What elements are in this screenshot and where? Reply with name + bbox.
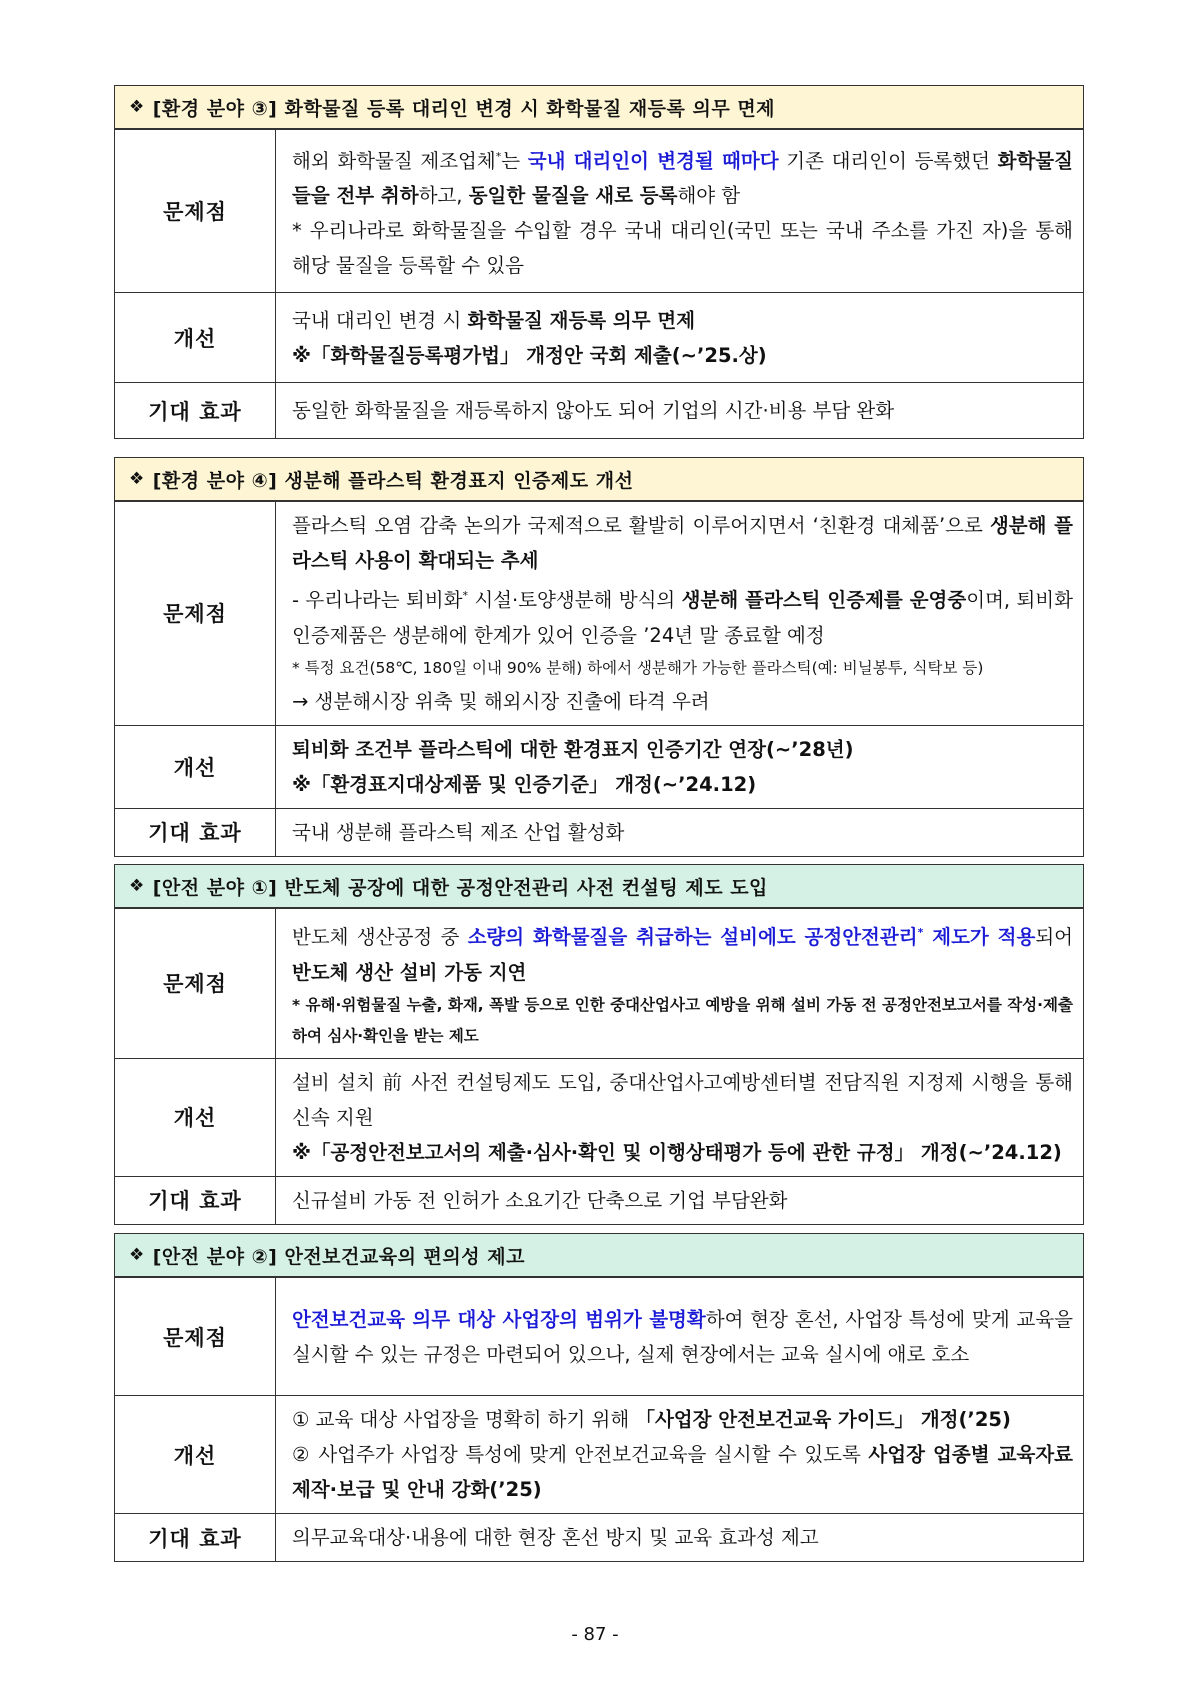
- effect-label: 기대 효과: [115, 1176, 276, 1224]
- problem-content: 해외 화학물질 제조업체*는 국내 대리인이 변경될 때마다 기존 대리인이 등록했던 화학물질들을 전부 취하하고, 동일한 물질을 새로 등록해야 함 * 우리나라로 화학물질을 수입할 경우 국내 대리인(국민 또는 국내 주소를 가진 자)을 통해 해당 물질을 등록할 수 있음: [276, 130, 1084, 293]
- section-title: [안전 분야 ②] 안전보건교육의 편의성 제고: [152, 1245, 525, 1268]
- effect-label: 기대 효과: [115, 1514, 276, 1562]
- section-table: [114, 129, 1084, 439]
- problem-label: 문제점: [115, 130, 276, 293]
- diamond-bullet-icon: ❖: [129, 1245, 145, 1265]
- effect-content: 의무교육대상·내용에 대한 현장 혼선 방지 및 교육 효과성 제고: [276, 1514, 1084, 1562]
- section-safety-2: [114, 1233, 1084, 1562]
- section-title: [안전 분야 ①] 반도체 공장에 대한 공정안전관리 사전 컨설팅 제도 도입: [152, 876, 768, 899]
- diamond-bullet-icon: ❖: [129, 876, 145, 896]
- improvement-content: 설비 설치 前 사전 컨설팅제도 도입, 중대산업사고예방센터별 전담직원 지정제 시행을 통해 신속 지원 ※「공정안전보고서의 제출·심사·확인 및 이행상태평가 등에 관한 규정」 개정(~’24.12): [276, 1058, 1084, 1176]
- problem-row: [115, 502, 1084, 726]
- diamond-bullet-icon: ❖: [129, 97, 145, 117]
- improvement-content: 퇴비화 조건부 플라스틱에 대한 환경표지 인증기간 연장(~’28년) ※「환경표지대상제품 및 인증기준」 개정(~’24.12): [276, 725, 1084, 808]
- problem-label: 문제점: [115, 502, 276, 726]
- problem-row: [115, 909, 1084, 1059]
- improvement-row: [115, 1396, 1084, 1514]
- effect-content: 동일한 화학물질을 재등록하지 않아도 되어 기업의 시간·비용 부담 완화: [276, 383, 1084, 439]
- problem-label: 문제점: [115, 909, 276, 1059]
- effect-label: 기대 효과: [115, 808, 276, 856]
- section-title: [환경 분야 ④] 생분해 플라스틱 환경표지 인증제도 개선: [152, 469, 634, 492]
- section-header: [114, 85, 1084, 129]
- footnote: * 우리나라로 화학물질을 수입할 경우 국내 대리인(국민 또는 국내 주소를 가진 자)을 통해 해당 물질을 등록할 수 있음: [292, 219, 1073, 278]
- section-table: [114, 1277, 1084, 1562]
- diamond-bullet-icon: ❖: [129, 469, 145, 489]
- problem-row: [115, 130, 1084, 293]
- improvement-label: 개선: [115, 293, 276, 383]
- footnote: * 특정 요건(58℃, 180일 이내 90% 분해) 하에서 생분해가 가능한 플라스틱(예: 비닐봉투, 식탁보 등): [292, 658, 984, 677]
- section-title: [환경 분야 ③] 화학물질 등록 대리인 변경 시 화학물질 재등록 의무 면제: [152, 97, 776, 120]
- improvement-content: 국내 대리인 변경 시 화학물질 재등록 의무 면제 ※「화학물질등록평가법」 개정안 국회 제출(~’25.상): [276, 293, 1084, 383]
- section-header: [114, 864, 1084, 908]
- effect-label: 기대 효과: [115, 383, 276, 439]
- improvement-label: 개선: [115, 1396, 276, 1514]
- improvement-label: 개선: [115, 725, 276, 808]
- improvement-row: [115, 293, 1084, 383]
- footnote: * 유해·위험물질 누출, 화재, 폭발 등으로 인한 중대산업사고 예방을 위해 설비 가동 전 공정안전보고서를 작성·제출하여 심사·확인을 받는 제도: [292, 995, 1073, 1045]
- problem-content: 안전보건교육 의무 대상 사업장의 범위가 불명확하여 현장 혼선, 사업장 특성에 맞게 교육을 실시할 수 있는 규정은 마련되어 있으나, 실제 현장에서는 교육 실시에 애로 호소: [276, 1278, 1084, 1396]
- improvement-label: 개선: [115, 1058, 276, 1176]
- effect-content: 국내 생분해 플라스틱 제조 산업 활성화: [276, 808, 1084, 856]
- section-table: [114, 501, 1084, 857]
- section-table: [114, 908, 1084, 1225]
- problem-row: [115, 1278, 1084, 1396]
- effect-row: [115, 383, 1084, 439]
- section-env-4: [114, 457, 1084, 857]
- problem-content: 반도체 생산공정 중 소량의 화학물질을 취급하는 설비에도 공정안전관리* 제도가 적용되어 반도체 생산 설비 가동 지연 * 유해·위험물질 누출, 화재, 폭발 등으로 인한 중대산업사고 예방을 위해 설비 가동 전 공정안전보고서를 작성·제출하여 심사·확인을 받는 제도: [276, 909, 1084, 1059]
- improvement-row: [115, 725, 1084, 808]
- effect-row: [115, 808, 1084, 856]
- improvement-row: [115, 1058, 1084, 1176]
- improvement-content: ① 교육 대상 사업장을 명확히 하기 위해 「사업장 안전보건교육 가이드」 개정(’25) ② 사업주가 사업장 특성에 맞게 안전보건교육을 실시할 수 있도록 사업장 업종별 교육자료 제작·보급 및 안내 강화(’25): [276, 1396, 1084, 1514]
- page-number: - 87 -: [571, 1624, 619, 1645]
- effect-content: 신규설비 가동 전 인허가 소요기간 단축으로 기업 부담완화: [276, 1176, 1084, 1224]
- section-header: [114, 1233, 1084, 1277]
- effect-row: [115, 1514, 1084, 1562]
- effect-row: [115, 1176, 1084, 1224]
- section-env-3: [114, 85, 1084, 439]
- problem-label: 문제점: [115, 1278, 276, 1396]
- section-header: [114, 457, 1084, 501]
- problem-content: 플라스틱 오염 감축 논의가 국제적으로 활발히 이루어지면서 ‘친환경 대체품’으로 생분해 플라스틱 사용이 확대되는 추세 - 우리나라는 퇴비화* 시설·토양생분해 방식의 생분해 플라스틱 인증제를 운영중이며, 퇴비화 인증제품은 생분해에 한계가 있어 인증을 ’24년 말 종료할 예정 * 특정 요건(58℃, 180일 이내 90% 분해) 하에서 생분해가 가능한 플라스틱(예: 비닐봉투, 식탁보 등) → 생분해시장 위축 및 해외시장 진출에 타격 우려: [276, 502, 1084, 726]
- section-safety-1: [114, 864, 1084, 1225]
